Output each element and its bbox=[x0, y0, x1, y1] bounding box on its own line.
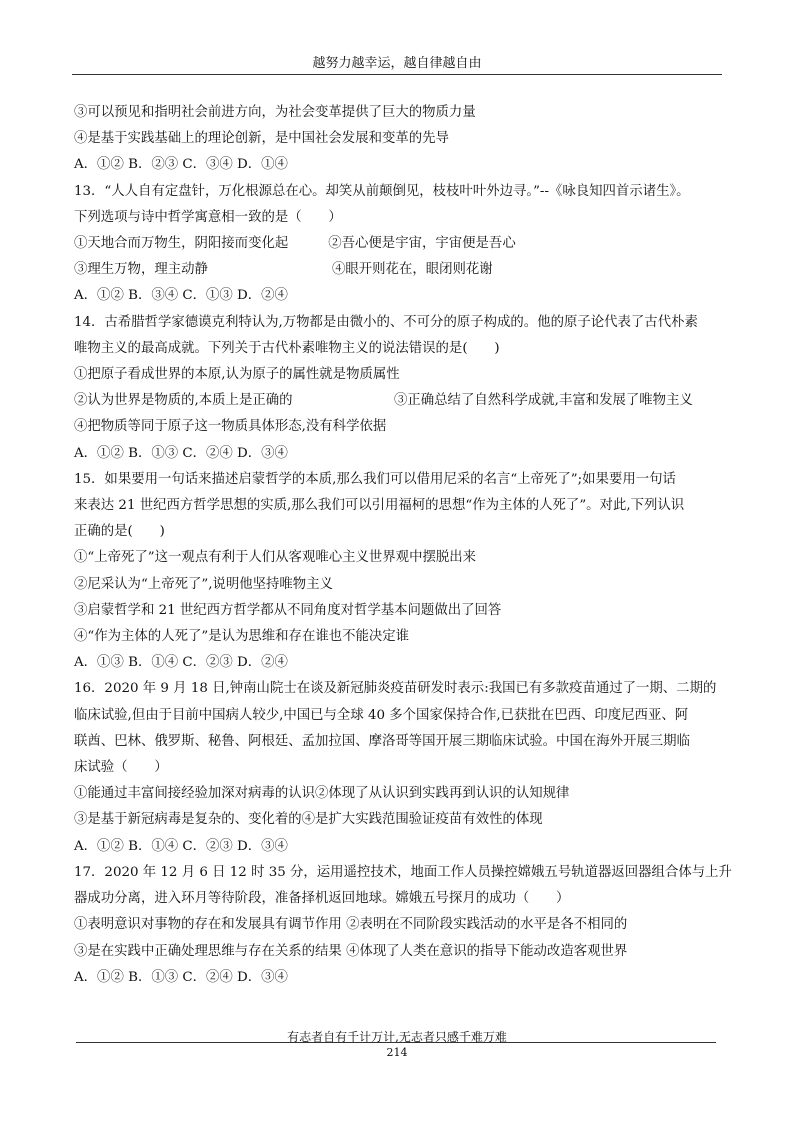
q13-answers: A．①② B．③④ C．①③ D．②④ bbox=[74, 288, 288, 304]
footer-rule bbox=[76, 1042, 716, 1043]
q13-option-1: ①天地合而万物生，阴阳接而变化起 bbox=[74, 236, 289, 252]
q13-option-4: ④眼开则花在，眼闭则花谢 bbox=[332, 262, 493, 278]
q15-stem-line-3: 正确的是( ) bbox=[74, 524, 165, 540]
q14-option-2: ②认为世界是物质的,本质上是正确的 bbox=[74, 393, 293, 409]
q16-stem-line-4: 床试验（ ） bbox=[74, 760, 168, 776]
q16-options-3-4: ③是基于新冠病毒是复杂的、变化着的④是扩大实践范围验证疫苗有效性的体现 bbox=[74, 812, 543, 828]
header-rule bbox=[72, 74, 722, 75]
page-header-motto: 越努力越幸运，越自律越自由 bbox=[312, 56, 482, 71]
q13-option-3: ③理生万物，理主动静 bbox=[74, 262, 208, 278]
q14-option-4: ④把物质等同于原子这一物质具体形态,没有科学依据 bbox=[74, 419, 387, 435]
q13-option-2: ②吾心便是宇宙，宇宙便是吾心 bbox=[328, 236, 516, 252]
q17-stem-line-1: 17．2020 年 12 月 6 日 12 时 35 分，运用遥控技术，地面工作人员操控嫦娥五号轨道器返回器组合体与上升 bbox=[74, 864, 732, 880]
q14-stem-line-2: 唯物主义的最高成就。下列关于古代朴素唯物主义的说法错误的是( ) bbox=[74, 340, 500, 356]
q17-options-3-4: ③是在实践中正确处理思维与存在关系的结果 ④体现了人类在意识的指导下能动改造客观世界 bbox=[74, 943, 628, 959]
q14-stem-line-1: 14．古希腊哲学家德谟克利特认为,万物都是由微小的、不可分的原子构成的。他的原子论代表了古代朴素 bbox=[74, 314, 698, 330]
q15-answers: A．①③ B．①④ C．②③ D．②④ bbox=[74, 655, 288, 671]
q16-answers: A．①② B．①④ C．②③ D．③④ bbox=[74, 838, 288, 854]
prev-option-3: ③可以预见和指明社会前进方向，为社会变革提供了巨大的物质力量 bbox=[74, 105, 476, 120]
q13-options-row-1 bbox=[74, 231, 724, 257]
q15-stem-line-2: 来表达 21 世纪西方哲学思想的实质,那么我们可以引用福柯的思想“作为主体的人死了”。对此,下列认识 bbox=[74, 498, 685, 514]
page-footer-motto: 有志者自有千计万计,无志者只感千难万难 bbox=[287, 1030, 507, 1044]
q17-answers: A．①② B．①③ C．②④ D．③④ bbox=[74, 969, 288, 985]
q15-option-2: ②尼采认为“上帝死了”,说明他坚持唯物主义 bbox=[74, 576, 333, 592]
q15-option-3: ③启蒙哲学和 21 世纪西方哲学都从不同角度对哲学基本问题做出了回答 bbox=[74, 602, 502, 618]
q15-option-1: ①“上帝死了”这一观点有利于人们从客观唯心主义世界观中摆脱出来 bbox=[74, 550, 477, 566]
q14-option-3: ③正确总结了自然科学成就,丰富和发展了唯物主义 bbox=[394, 393, 693, 409]
q17-options-1-2: ①表明意识对事物的存在和发展具有调节作用 ②表明在不同阶段实践活动的水平是各不相同的 bbox=[74, 917, 628, 933]
q13-stem-line-2: 下列选项与诗中哲学寓意相一致的是（ ） bbox=[74, 209, 342, 225]
q14-answers: A．①② B．①③ C．②④ D．③④ bbox=[74, 445, 288, 461]
q16-stem-line-1: 16．2020 年 9 月 18 日,钟南山院士在谈及新冠肺炎疫苗研发时表示:我国已有多款疫苗通过了一期、二期的 bbox=[74, 681, 717, 697]
q17-stem-line-2: 器成功分离，进入环月等待阶段，准备择机返回地球。嫦娥五号探月的成功（ ） bbox=[74, 891, 570, 907]
q16-options-1-2: ①能通过丰富间接经验加深对病毒的认识②体现了从认识到实践再到认识的认知规律 bbox=[74, 786, 570, 802]
prev-answers: A．①② B．②③ C．③④ D．①④ bbox=[74, 157, 288, 173]
prev-option-4: ④是基于实践基础上的理论创新，是中国社会发展和变革的先导 bbox=[74, 131, 449, 147]
q15-option-4: ④“作为主体的人死了”是认为思维和存在谁也不能决定谁 bbox=[74, 629, 410, 645]
page-number: 214 bbox=[386, 1046, 408, 1059]
q14-option-1: ①把原子看成世界的本原,认为原子的属性就是物质属性 bbox=[74, 367, 400, 383]
q15-stem-line-1: 15．如果要用一句话来描述启蒙哲学的本质,那么我们可以借用尼采的名言“上帝死了”;如果要用一句话 bbox=[74, 471, 676, 487]
q13-stem-line-1: 13．“人人自有定盘针，万化根源总在心。却笑从前颠倒见，枝枝叶叶外边寻。”--《咏良知四首示诸生》。 bbox=[74, 183, 690, 199]
q16-stem-line-3: 联酋、巴林、俄罗斯、秘鲁、阿根廷、孟加拉国、摩洛哥等国开展三期临床试验。中国在海外开展三期临 bbox=[74, 733, 690, 749]
q13-options-row-2 bbox=[74, 257, 724, 283]
question-content bbox=[74, 100, 732, 991]
q14-options-row-2 bbox=[74, 388, 724, 414]
q16-stem-line-2: 临床试验,但由于目前中国病人较少,中国已与全球 40 多个国家保持合作,已获批在巴西、印度尼西亚、阿 bbox=[74, 707, 689, 723]
